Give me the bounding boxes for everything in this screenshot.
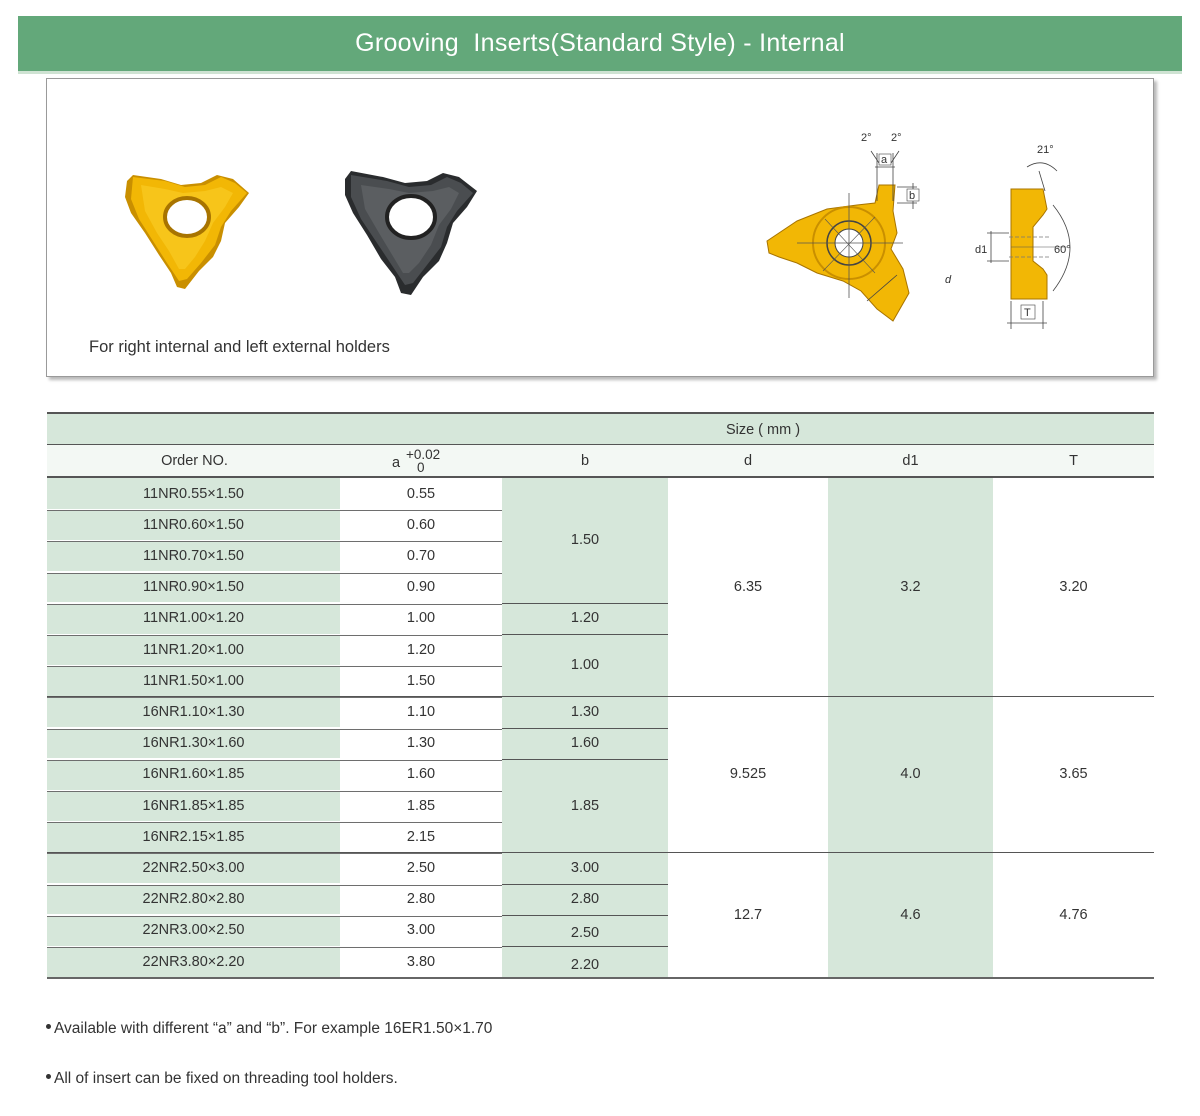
table-row-a: 2.50 [406,859,436,876]
holder-caption: For right internal and left external holders [89,338,390,356]
table-row-order: 11NR1.50×1.00 [143,672,244,689]
row-divider [47,697,502,698]
table-cell-b: 3.00 [570,859,600,876]
dim-d1-label: d1 [975,244,988,256]
row-divider [47,635,502,636]
dim-angle-side-label: 60° [1054,244,1071,256]
row-divider [47,947,502,948]
header-order-no: Order NO. [161,453,228,469]
table-row-order: 16NR2.15×1.85 [142,828,245,845]
dim-T-label: T [1024,307,1031,319]
table-cell-T: 3.20 [1059,579,1088,596]
table-row-a: 1.00 [406,610,436,627]
dim-angle-top-label: 21° [1037,144,1054,156]
table-cell-d1: 4.0 [900,766,921,783]
row-divider [47,541,502,542]
row-divider [47,822,502,823]
b-divider [502,728,668,729]
table-header-top [47,412,1154,446]
bullet-icon [46,1024,51,1029]
table-row-a: 0.60 [406,516,436,533]
dim-d-label: d [945,274,952,286]
dim-angle-right-label: 2° [891,132,902,144]
note-1-text: Available with different “a” and “b”. For example 16ER1.50×1.70 [54,1020,493,1037]
dim-angle-left-label: 2° [861,132,872,144]
table-cell-b: 1.50 [570,532,600,549]
bullet-icon [46,1074,51,1079]
product-image-panel [46,78,1154,377]
b-divider [502,634,668,635]
header-d1: d1 [902,453,919,469]
group-divider [47,852,1154,853]
row-divider [47,666,502,667]
table-cell-b: 2.50 [570,925,600,942]
table-cell-b: 1.20 [570,610,600,627]
row-divider [47,853,502,854]
table-row-order: 11NR0.90×1.50 [143,579,244,596]
table-row-order: 16NR1.10×1.30 [142,703,245,720]
table-row-order: 22NR2.50×3.00 [142,859,245,876]
table-row-a: 2.80 [406,891,436,908]
table-row-a: 3.00 [406,922,436,939]
b-divider [502,915,668,916]
header-T: T [1069,453,1078,469]
table-row-a: 1.10 [406,703,436,720]
table-row-a: 2.15 [406,828,436,845]
table-cell-d: 6.35 [733,579,763,596]
row-divider [47,573,502,574]
b-divider [502,946,668,947]
table-cell-d: 9.525 [729,766,767,783]
table-cell-b: 2.80 [570,891,600,908]
table-row-order: 22NR2.80×2.80 [142,891,245,908]
table-cell-b: 1.00 [570,657,600,674]
yellow-insert-image [121,171,253,293]
table-cell-b: 1.85 [570,797,600,814]
header-d: d [743,453,753,469]
note-2 [46,1070,398,1088]
table-row-a: 1.60 [406,766,436,783]
header-a-tol-lower: 0 [417,460,425,475]
table-row-order: 16NR1.85×1.85 [142,797,245,814]
table-cell-d: 12.7 [733,906,763,923]
table-bottom-line [47,977,1154,979]
table-row-order: 22NR3.80×2.20 [142,953,245,970]
page-title: Grooving Inserts(Standard Style) - Internal [355,29,845,57]
table-row-order: 11NR0.55×1.50 [143,485,244,502]
note-1 [46,1020,492,1038]
table-row-order: 16NR1.60×1.85 [142,766,245,783]
row-divider [47,729,502,730]
row-divider [47,916,502,917]
table-row-order: 16NR1.30×1.60 [142,735,245,752]
table-row-a: 0.70 [406,547,436,564]
table-row-a: 1.50 [406,672,436,689]
table-cell-d1: 4.6 [900,906,921,923]
row-divider [47,510,502,511]
table-cell-d1: 3.2 [900,579,921,596]
dark-insert-image [339,167,479,299]
insert-dimension-diagram [757,123,1097,338]
b-divider [502,759,668,760]
table-row-order: 11NR1.20×1.00 [143,641,244,658]
dim-b-label: b [909,190,916,202]
table-row-order: 11NR0.70×1.50 [143,547,244,564]
table-row-a: 1.85 [406,797,436,814]
table-row-order: 22NR3.00×2.50 [142,922,245,939]
size-header: Size ( mm ) [725,422,801,438]
table-row-a: 1.30 [406,735,436,752]
row-divider [47,604,502,605]
insert-front-view [767,185,909,321]
title-banner [18,16,1182,74]
b-divider [502,603,668,604]
table-row-order: 11NR1.00×1.20 [143,610,244,627]
table-cell-b: 1.30 [570,703,600,720]
header-a-tol-upper: +0.02 [406,447,441,462]
b-divider [502,884,668,885]
note-2-text: All of insert can be fixed on threading tool holders. [54,1070,398,1087]
table-cell-T: 3.65 [1059,766,1088,783]
table-header-row [47,445,1154,476]
dim-a-label: a [881,154,888,166]
table-row-a: 1.20 [406,641,436,658]
table-row-order: 11NR0.60×1.50 [143,516,244,533]
table-row-a: 3.80 [406,953,436,970]
table-cell-b: 1.60 [570,735,600,752]
row-divider [47,791,502,792]
table-cell-b: 2.20 [570,956,600,973]
table-cell-T: 4.76 [1059,906,1088,923]
table-row-a: 0.55 [406,485,436,502]
table-row-a: 0.90 [406,579,436,596]
header-b: b [580,453,590,469]
group-divider [47,696,1154,697]
row-divider [47,885,502,886]
header-a-label: a [392,455,401,471]
row-divider [47,760,502,761]
